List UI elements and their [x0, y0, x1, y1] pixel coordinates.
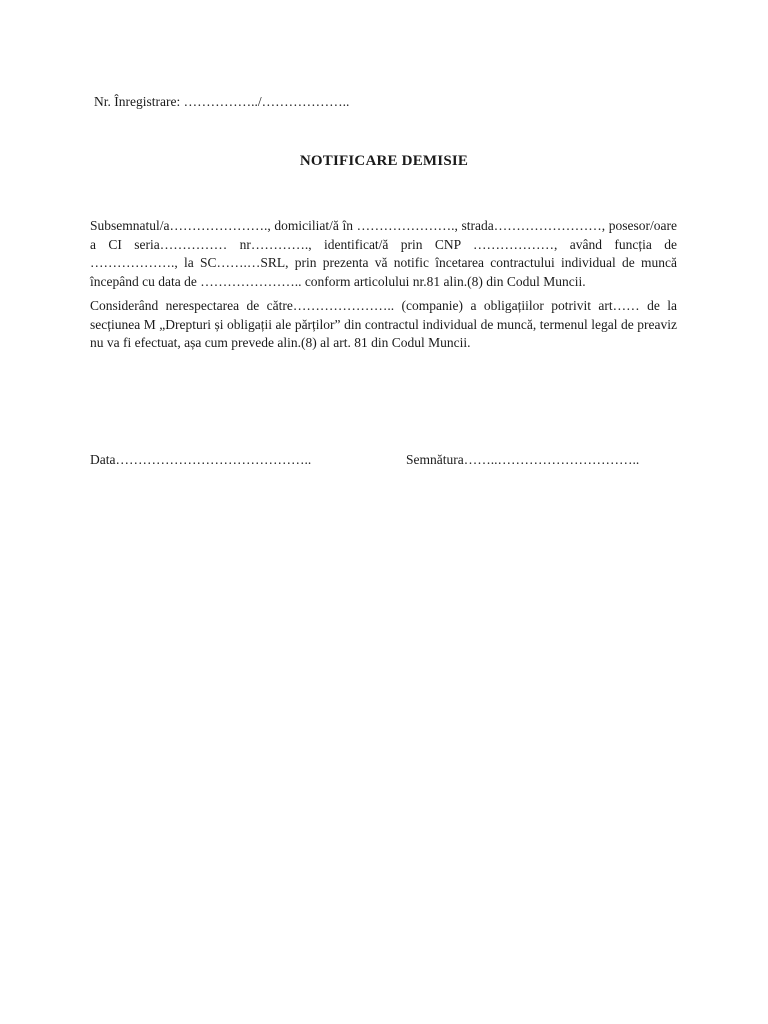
document-title: NOTIFICARE DEMISIE	[299, 153, 469, 169]
registration-number-line: Nr. Înregistrare: ……………../………………..	[94, 94, 350, 109]
paragraph-notice-period: Considerând nerespectarea de către………………….. (companie) a obligațiilor potrivit art…… de la secțiunea M „Drepturi și obligații ale părților” din contractul individual de muncă, termenul legal de preaviz nu va fi efectuat, așa cum prevede alin.(8) al art. 81 din Codul Muncii.	[90, 298, 677, 350]
paragraph-resignation-notice: Subsemnatul/a…………………., domiciliat/ă în …………………., strada……………………, posesor/oare a CI seria…………… nr…………., identificat/ă prin CNP ………………, având funcția de ………………., la SC…….…SRL, prin prezenta vă notific încetarea contractului individual de muncă începând cu data de ………………….. conform articolului nr.81 alin.(8) din Codul Muncii.	[90, 218, 677, 289]
document-body	[90, 217, 677, 359]
date-line: Data……………………………………..	[90, 452, 312, 467]
signature-line: Semnătura……..…………………………..	[406, 452, 640, 467]
